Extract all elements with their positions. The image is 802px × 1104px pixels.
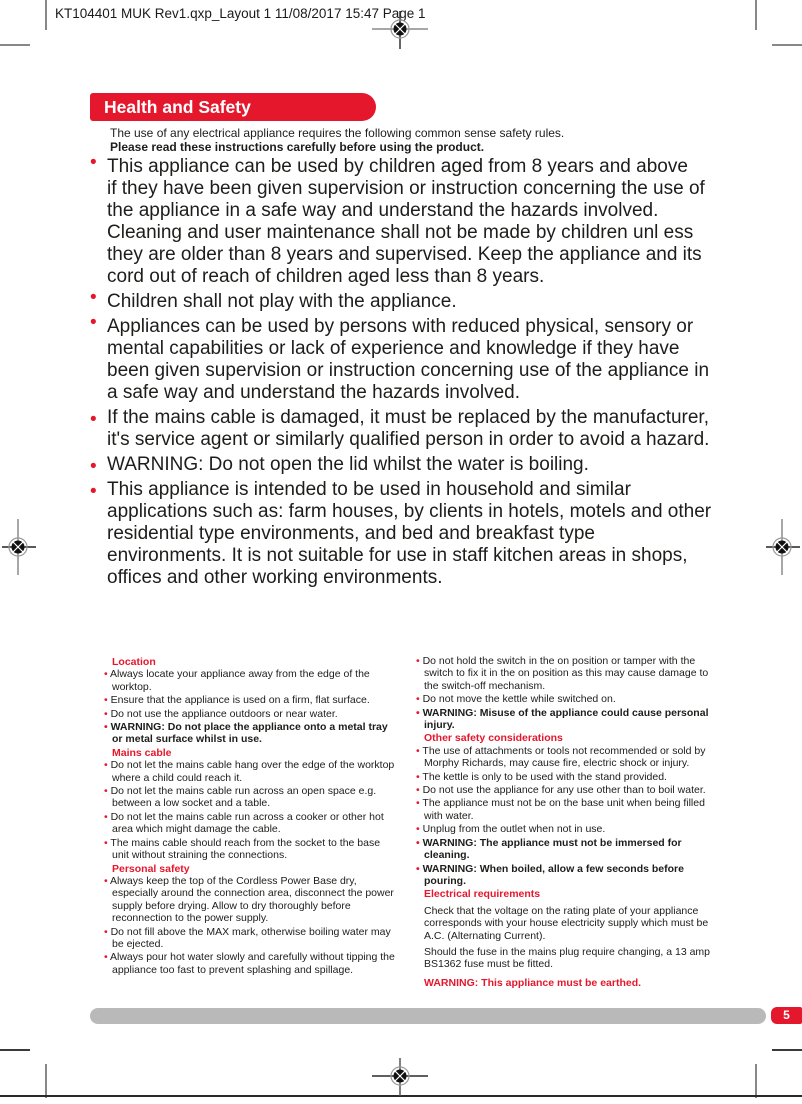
bullet-icon: • (416, 836, 423, 849)
column-bullet-item (95, 694, 395, 706)
main-bullet-text: If the mains cable is damaged, it must be replaced by the manufacturer, it's service agent or similarly qualified person in order to avoid a hazard. (107, 407, 715, 450)
column-bullet-text: Always pour hot water slowly and carefully without tipping the appliance too fast to prevent splashing and spillage. (110, 951, 395, 976)
column-bullet-item (407, 797, 720, 822)
column-bullet-item (407, 707, 720, 732)
bullet-icon: • (416, 797, 423, 810)
trim-mark-bottom-left-v (45, 1064, 47, 1098)
intro-text (110, 127, 710, 154)
small-print-column-right (407, 655, 720, 989)
column-heading: Location (112, 656, 156, 668)
trim-mark-top-left-h (0, 44, 30, 46)
bullet-icon: • (416, 744, 423, 757)
column-heading: Electrical requirements (424, 888, 541, 901)
small-print-column-left (95, 655, 395, 989)
main-bullet-text: This appliance can be used by children aged from 8 years and above if they have been given supervision or instruction concerning the use of the appliance in a safe way and understand the hazards involved. Cleaning and user maintenance shall not be made by children unl ess they are older than 8 years and supervised. Keep the appliance and its cord out of reach of children aged less than 8 years. (107, 156, 715, 287)
intro-line-2: Please read these instructions carefully before using the product. (110, 139, 485, 154)
column-bullet-text: Do not let the mains cable hang over the edge of the worktop where a child could reach it. (110, 759, 395, 784)
column-bullet-text: Always keep the top of the Cordless Power Base dry, especially around the connection area, disconnect the power supply before drying. Allow to dry thoroughly before reconnection to the power supply. (110, 874, 394, 925)
section-title-banner (90, 93, 376, 121)
column-bullet-text: Do not use the appliance for any use other than to boil water. (422, 784, 706, 797)
column-bullet-item (95, 811, 395, 836)
main-bullet-item (90, 407, 718, 451)
main-bullet-item (90, 454, 718, 476)
small-print-columns (95, 655, 720, 989)
column-bullet-item (95, 785, 395, 810)
bullet-icon: • (104, 874, 111, 887)
column-bullet-text: Do not use the appliance outdoors or near water. (110, 707, 338, 720)
page-number-badge (771, 1007, 802, 1024)
column-paragraph: Check that the voltage on the rating plate of your appliance corresponds with your house electricity supply which must be A.C. (Alternating Current). (424, 904, 709, 942)
footer-bar (90, 1008, 766, 1024)
main-bullet-list (90, 152, 718, 592)
column-bullet-text: The appliance must not be on the base unit when being filled with water. (422, 797, 705, 822)
trim-mark-top-right-h (772, 44, 802, 46)
column-bullet-item (407, 823, 720, 835)
column-bullet-item (407, 837, 720, 862)
registration-mark-icon (372, 1, 428, 57)
main-bullet-item (90, 152, 718, 288)
bullet-icon: • (104, 951, 111, 964)
bullet-icon: • (104, 668, 111, 681)
trim-mark-top-right-v (755, 0, 757, 30)
registration-mark-icon (754, 519, 802, 575)
column-bullet-item (407, 655, 720, 692)
bullet-icon: • (104, 721, 111, 734)
column-bullet-item (407, 693, 720, 705)
bullet-icon: • (104, 707, 111, 720)
bullet-icon: • (90, 409, 97, 430)
column-bullet-text: WARNING: The appliance must not be immersed for cleaning. (422, 836, 682, 862)
bullet-icon: • (90, 312, 97, 333)
column-bullet-item (95, 837, 395, 862)
trim-mark-bottom-right-v (755, 1064, 757, 1098)
column-bullet-text: Do not fill above the MAX mark, otherwise boiling water may be ejected. (110, 925, 391, 950)
column-bullet-text: WARNING: Misuse of the appliance could cause personal injury. (422, 706, 709, 732)
trim-mark-bottom-left-h (0, 1049, 30, 1051)
column-bullet-text: Ensure that the appliance is used on a firm, flat surface. (110, 694, 370, 707)
column-bullet-text: The kettle is only to be used with the stand provided. (422, 770, 667, 783)
page-number: 5 (783, 1008, 790, 1022)
bullet-icon: • (104, 925, 111, 938)
main-bullet-text: Appliances can be used by persons with reduced physical, sensory or mental capabilities or lack of experience and knowledge if they have been given supervision or instruction concerning use of the appliance in a safe way and understand the hazards involved. (107, 316, 715, 403)
bullet-icon: • (416, 862, 423, 875)
bullet-icon: • (416, 770, 423, 783)
column-bullet-item (407, 863, 720, 888)
bullet-icon: • (416, 655, 423, 667)
main-bullet-text: WARNING: Do not open the lid whilst the water is boiling. (107, 454, 589, 475)
column-heading: Personal safety (112, 862, 190, 875)
column-bullet-item (95, 759, 395, 784)
section-title: Health and Safety (104, 97, 251, 117)
main-bullet-item (90, 287, 718, 313)
column-bullet-item (407, 784, 720, 796)
bullet-icon: • (416, 693, 423, 706)
column-bullet-text: The mains cable should reach from the socket to the base unit without straining the connections. (110, 836, 381, 862)
trim-mark-top-left-v (45, 0, 47, 30)
print-job-header: KT104401 MUK Rev1.qxp_Layout 1 11/08/2017 15:47 Page 1 (55, 6, 426, 21)
column-bullet-item (95, 875, 395, 925)
column-heading: Other safety considerations (424, 732, 563, 745)
column-bullet-item (95, 926, 395, 951)
trim-mark-bottom-right-h (772, 1049, 802, 1051)
bullet-icon: • (104, 759, 111, 772)
column-warning-text: WARNING: This appliance must be earthed. (424, 976, 642, 989)
bullet-icon: • (90, 152, 97, 173)
bullet-icon: • (104, 785, 111, 798)
bullet-icon: • (104, 836, 111, 849)
bullet-icon: • (90, 287, 97, 308)
column-bullet-text: The use of attachments or tools not recommended or sold by Morphy Richards, may cause fire, electric shock or injury. (422, 744, 706, 770)
column-bullet-item (95, 708, 395, 720)
column-bullet-item (95, 951, 395, 976)
bullet-icon: • (416, 823, 423, 836)
registration-mark-icon (0, 519, 46, 575)
column-bullet-text: Do not hold the switch in the on position or tamper with the switch to fix it in the on position as this may cause damage to the switch-off mechanism. (422, 655, 709, 692)
column-bullet-text: WARNING: Do not place the appliance onto a metal tray or metal surface whilst in use. (110, 721, 388, 746)
bullet-icon: • (104, 810, 111, 823)
bullet-icon: • (104, 694, 111, 707)
main-bullet-text: Children shall not play with the appliance. (107, 291, 457, 312)
bullet-icon: • (416, 784, 423, 797)
registration-mark-icon (372, 1048, 428, 1104)
column-heading: Mains cable (112, 746, 172, 759)
column-paragraph: Should the fuse in the mains plug require changing, a 13 amp BS1362 fuse must be fitted. (424, 945, 711, 971)
main-bullet-item (90, 312, 718, 404)
column-bullet-text: Do not let the mains cable run across a cooker or other hot area which might damage the cable. (110, 810, 384, 836)
column-bullet-text: Do not move the kettle while switched on. (422, 693, 616, 706)
column-bullet-text: Do not let the mains cable run across an open space e.g. between a low socket and a table. (110, 785, 377, 810)
intro-line-1: The use of any electrical appliance requires the following common sense safety rules. (110, 126, 565, 140)
main-bullet-text: This appliance is intended to be used in household and similar applications such as: farm houses, by clients in hotels, motels and other residential type environments, and bed and breakfast type environments. It is not suitable for use in staff kitchen areas in shops, offices and other working environments. (107, 479, 717, 588)
main-bullet-item (90, 479, 718, 589)
column-bullet-item (95, 721, 395, 746)
bullet-icon: • (90, 481, 97, 502)
column-bullet-item (407, 745, 720, 770)
column-bullet-item (407, 771, 720, 783)
bullet-icon: • (416, 706, 423, 719)
column-bullet-text: WARNING: When boiled, allow a few seconds before pouring. (422, 862, 684, 887)
column-bullet-item (95, 668, 395, 693)
column-bullet-text: Unplug from the outlet when not in use. (422, 823, 606, 836)
column-bullet-text: Always locate your appliance away from the edge of the worktop. (110, 668, 370, 693)
bullet-icon: • (90, 456, 97, 477)
